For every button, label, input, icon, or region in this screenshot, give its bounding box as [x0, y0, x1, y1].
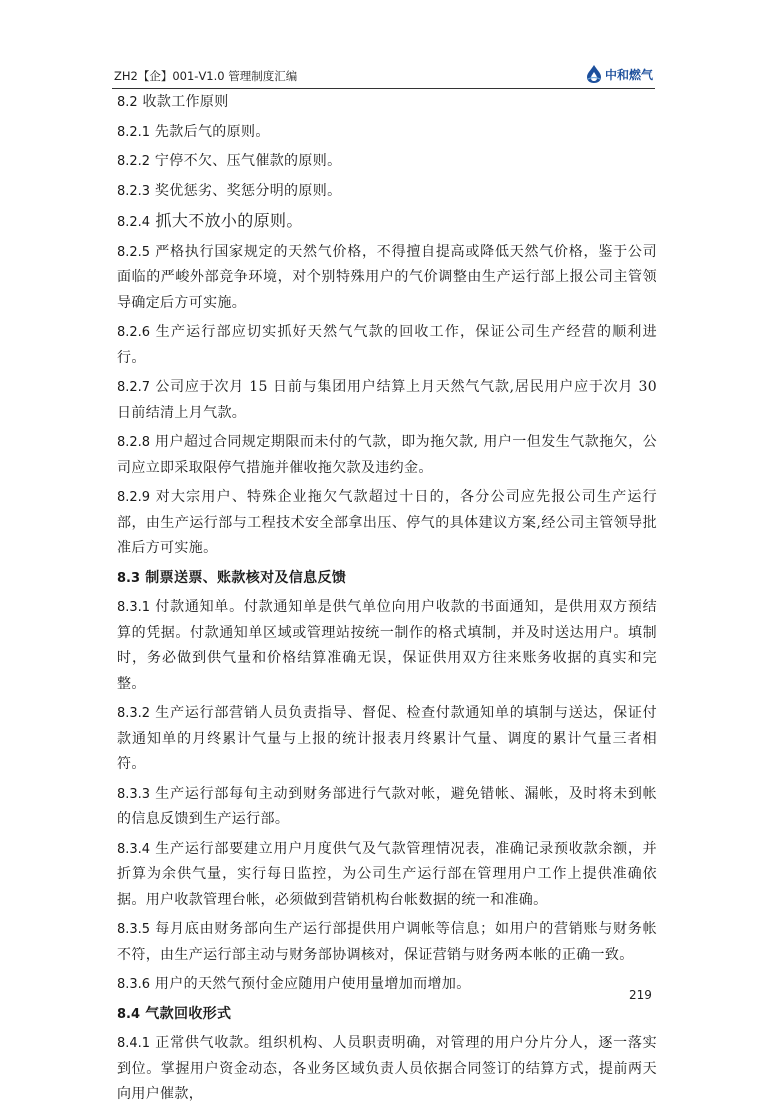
paragraph-text: 正常供气收款。组织机构、人员职责明确，对管理的用户分片分人，逐一落实到位。掌握用户资金动态，各业务区域负责人员依据合同签订的结算方式，提前两天向用户催款， [117, 1035, 657, 1102]
paragraph [117, 837, 657, 914]
paragraph-text: 严格执行国家规定的天然气价格，不得擅自提高或降低天然气价格，鉴于公司面临的严峻外部竞争环境，对个别特殊用户的气价调整由生产运行部上报公司主管领导确定后方可实施。 [117, 243, 657, 311]
page-header [112, 62, 655, 89]
section-number: 8.2.8 [117, 435, 151, 450]
paragraph-text: 宁停不欠、压气催款的原则。 [154, 153, 342, 169]
section-number: 8.3.6 [117, 977, 151, 992]
paragraph-text: 先款后气的原则。 [154, 123, 270, 140]
paragraph-text: 气款回收形式 [145, 1005, 232, 1022]
paragraph-text: 生产运行部要建立用户月度供气及气款管理情况表，准确记录预收款余额，并折算为余供气量，实行每日监控，为公司生产运行部在管理用户工作上提供准确依据。用户收款管理台帐，必须做到营销机构台帐数据的统一和准确。 [117, 840, 657, 908]
section-number: 8.2.5 [117, 244, 151, 260]
page-number: 219 [629, 988, 652, 1002]
paragraph-text: 生产运行部应切实抓好天然气气款的回收工作，保证公司生产经营的顺利进行。 [117, 324, 657, 366]
section-number: 8.3 [117, 570, 141, 586]
logo-text: 中和燃气 [604, 67, 653, 82]
section-number: 8.2.1 [117, 124, 151, 140]
paragraph-text: 每月底由财务部向生产运行部提供用户调帐等信息；如用户的营销账与财务帐不符，由生产运行部主动与财务部协调核对，保证营销与财务两本帐的正确一致。 [117, 921, 657, 963]
section-number: 8.2.4 [117, 215, 151, 230]
section-number: 8.2.3 [117, 183, 151, 199]
paragraph [117, 120, 657, 146]
paragraph-text: 对大宗用户、特殊企业拖欠气款超过十日的，各分公司应先报公司生产运行部，由生产运行部与工程技术安全部拿出压、停气的具体建议方案,经公司主管领导批准后方可实施。 [117, 489, 657, 556]
paragraph [117, 430, 657, 481]
paragraph [117, 972, 657, 998]
paragraph-text: 付款通知单。付款通知单是供气单位向用户收款的书面通知，是供用双方预结算的凭据。付款通知单区域或管理站按统一制作的格式填制，并及时送达用户。填制时，务必做到供气量和价格结算准确无误，保证供用双方往来账务收据的真实和完整。 [117, 599, 657, 692]
paragraph-text: 用户超过合同规定期限而未付的气款，即为拖欠款, 用户一但发生气款拖欠，公司应立即采取限停气措施并催收拖欠款及违约金。 [117, 434, 657, 476]
paragraph [117, 782, 657, 833]
section-heading [117, 566, 657, 592]
section-number: 8.4.1 [117, 1036, 151, 1051]
section-number: 8.3.3 [117, 786, 151, 802]
section-number: 8.2.2 [117, 154, 151, 169]
paragraph-text: 制票送票、账款核对及信息反馈 [145, 569, 347, 586]
section-number: 8.3.2 [117, 706, 151, 721]
paragraph-text: 生产运行部营销人员负责指导、督促、检查付款通知单的填制与送达，保证付款通知单的月终累计气量与上报的统计报表月终累计气量、调度的累计气量三者相符。 [117, 705, 657, 772]
document-body [117, 90, 657, 1112]
paragraph-text: 奖优惩劣、奖惩分明的原则。 [154, 182, 342, 199]
paragraph [117, 917, 657, 968]
paragraph-text: 抓大不放小的原则。 [155, 211, 303, 230]
section-heading [117, 1002, 657, 1028]
paragraph [117, 90, 657, 116]
paragraph [117, 240, 657, 317]
section-number: 8.4 [117, 1006, 141, 1022]
section-number: 8.3.5 [117, 922, 151, 937]
paragraph [117, 179, 657, 205]
paragraph-text: 用户的天然气预付金应随用户使用量增加而增加。 [154, 976, 471, 992]
paragraph-text: 收款工作原则 [142, 94, 229, 110]
paragraph [117, 1031, 657, 1108]
section-number: 8.3.4 [117, 841, 151, 857]
paragraph-text: 公司应于次月 15 日前与集团用户结算上月天然气气款,居民用户应于次月 30 日前结清上月气款。 [117, 379, 657, 421]
paragraph [117, 485, 657, 562]
section-number: 8.2.6 [117, 325, 151, 340]
paragraph-text: 生产运行部每旬主动到财务部进行气款对帐，避免错帐、漏帐，及时将未到帐的信息反馈到生产运行部。 [117, 785, 657, 827]
paragraph [117, 375, 657, 426]
paragraph [117, 208, 657, 236]
company-logo [585, 62, 653, 86]
paragraph [117, 149, 657, 175]
section-number: 8.2.9 [117, 490, 151, 505]
paragraph [117, 701, 657, 778]
paragraph [117, 320, 657, 371]
section-number: 8.2.7 [117, 380, 151, 395]
header-title: ZH2【企】001-V1.0 管理制度汇编 [114, 69, 298, 83]
paragraph [117, 595, 657, 697]
section-number: 8.3.1 [117, 600, 151, 615]
flame-drop-icon [585, 64, 603, 84]
section-number: 8.2 [117, 95, 138, 110]
